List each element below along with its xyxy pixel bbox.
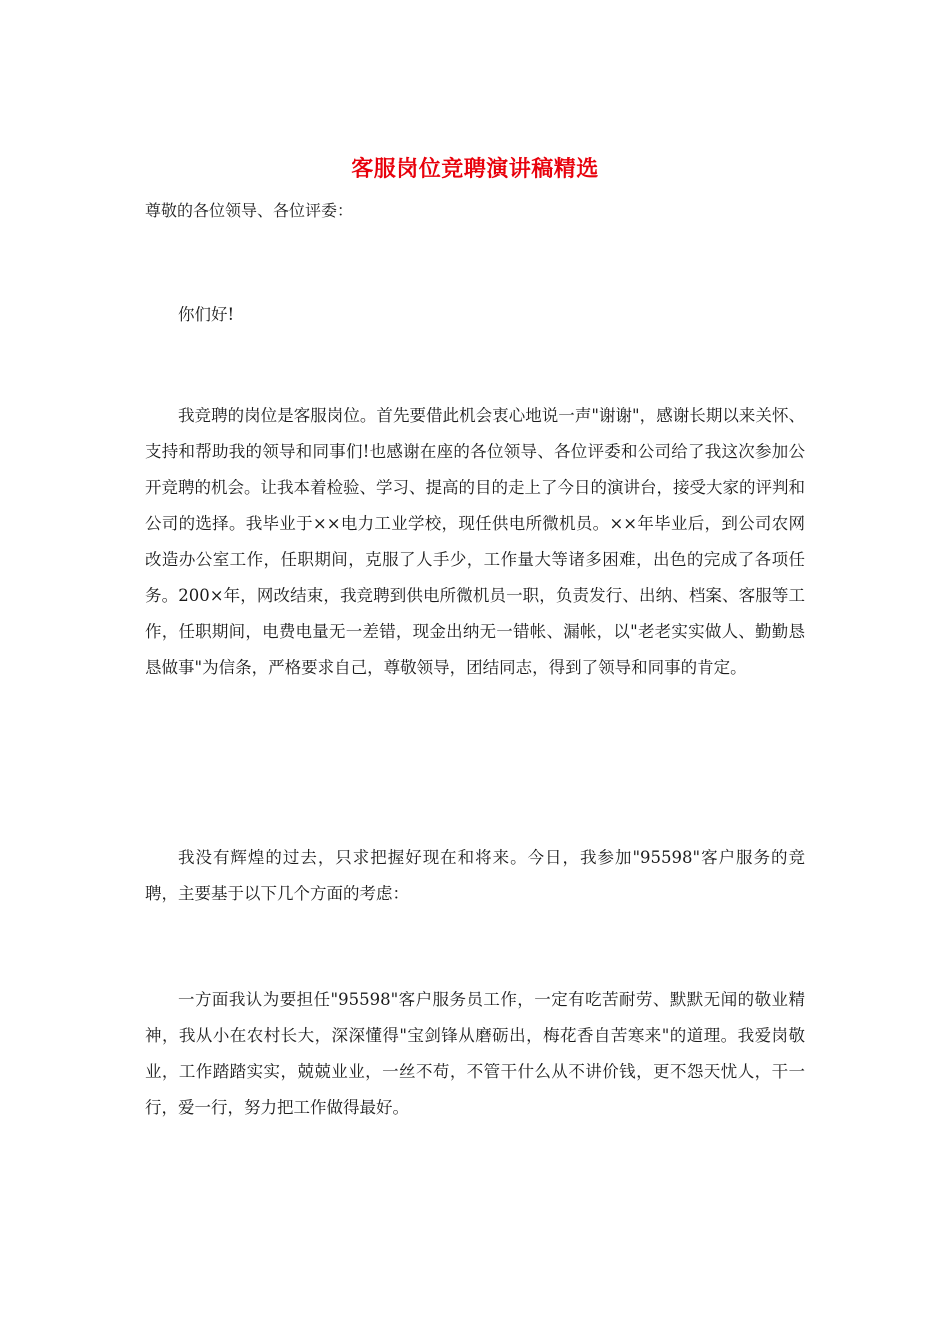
- paragraph-introduction: 我竞聘的岗位是客服岗位。首先要借此机会衷心地说一声"谢谢"，感谢长期以来关怀、支持和帮助我的领导和同事们!也感谢在座的各位领导、各位评委和公司给了我这次参加公开竞聘的机会。让我本着检验、学习、提高的目的走上了今日的演讲台，接受大家的评判和公司的选择。我毕业于××电力工业学校，现任供电所微机员。××年毕业后，到公司农网改造办公室工作，任职期间，克服了人手少，工作量大等诸多困难，出色的完成了各项任务。200×年，网改结束，我竞聘到供电所微机员一职，负责发行、出纳、档案、客服等工作，任职期间，电费电量无一差错，现金出纳无一错帐、漏帐，以"老老实实做人、勤勤恳恳做事"为信条，严格要求自己，尊敬领导，团结同志，得到了领导和同事的肯定。: [145, 406, 805, 677]
- salutation: 尊敬的各位领导、各位评委：: [145, 201, 354, 220]
- paragraph-reason-one: 一方面我认为要担任"95598"客户服务员工作，一定有吃苦耐劳、默默无闻的敬业精神，我从小在农村长大，深深懂得"宝剑锋从磨砺出，梅花香自苦寒来"的道理。我爱岗敬业，工作踏踏实实，兢兢业业，一丝不苟，不管干什么从不讲价钱，更不怨天忧人，干一行，爱一行，努力把工作做得最好。: [145, 990, 805, 1117]
- paragraph-transition: 我没有辉煌的过去，只求把握好现在和将来。今日，我参加"95598"客户服务的竞聘，主要基于以下几个方面的考虑：: [145, 848, 805, 903]
- document-title: 客服岗位竞聘演讲稿精选: [351, 156, 599, 182]
- paragraph-greeting: 你们好!: [178, 305, 235, 324]
